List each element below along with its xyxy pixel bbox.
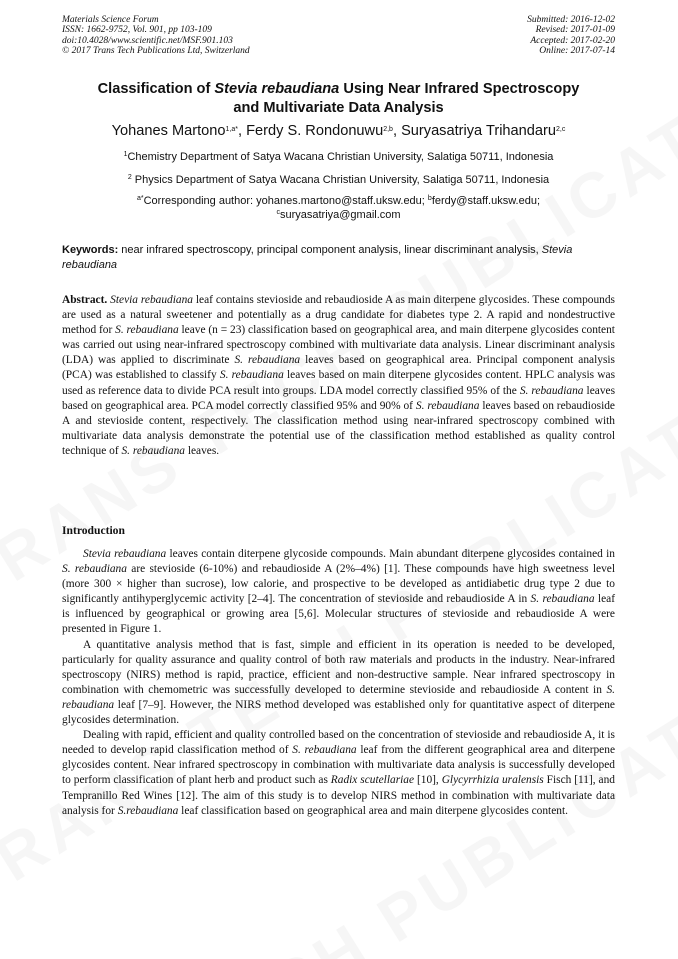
- species-italic: Radix scutellariae: [330, 774, 415, 787]
- section-heading-introduction: Introduction: [62, 524, 125, 537]
- corr-sup: a*: [136, 195, 144, 202]
- intro-text: [10],: [414, 774, 442, 787]
- submitted-date: Submitted: 2016-12-02: [527, 15, 615, 25]
- author-sep: ,: [392, 123, 402, 139]
- abstract-label: Abstract.: [62, 294, 108, 306]
- species-italic: S. rebaudiana: [219, 369, 284, 382]
- header-left: [62, 15, 250, 57]
- species-italic: S.rebaudiana: [117, 804, 179, 817]
- keywords-label: Keywords:: [62, 244, 119, 256]
- affiliation-1: [62, 150, 615, 164]
- email-b[interactable]: ferdy@staff.uksw.edu;: [431, 195, 541, 207]
- corresponding-author: [62, 194, 615, 222]
- email-c[interactable]: suryasatriya@gmail.com: [279, 209, 401, 221]
- intro-text: leaf from the different geographical area and diterpene glycosides content. Near infrared spectroscopy in combination with multivariate data analysis is successfully developed to perform classification of plant herb and product such as: [62, 744, 615, 787]
- intro-text: Dealing with rapid, efficient and quality controlled based on the concentration of stevioside and rebaudioside A, it is needed to develop rapid classification method of: [62, 729, 615, 757]
- affiliation-2: [62, 173, 615, 187]
- intro-paragraph-3: [62, 728, 615, 819]
- species-italic: S. rebaudiana: [62, 563, 127, 576]
- intro-text: leaf classification based on geographical area and main diterpene glycosides content.: [178, 804, 568, 817]
- author-sup: 2,c: [556, 126, 566, 133]
- intro-text: A quantitative analysis method that is fast, simple and efficient in its operation is needed to be developed, particularly for quality assurance and quality control of both raw materials and products in the industry. Near-infrared spectroscopy (NIRS) method is rapid, practice, efficient and non-destructive sample. Near infrared spectroscopy in combination with chemometric was successfully developed to determine stevioside and rebaudioside A content in: [62, 638, 615, 696]
- corr-text[interactable]: Corresponding author: yohanes.martono@staff.uksw.edu;: [143, 195, 428, 207]
- abstract-text: leaf contains stevioside and rebaudioside A as main diterpene glycosides. These compounds are used as a natural sweetener and potentially as a drug candidate for diabetes type 2. A rapid and nondestructive method for: [62, 294, 615, 337]
- email-c-sup: c: [276, 209, 280, 216]
- species-italic: S. rebaudiana: [530, 593, 595, 606]
- keywords-italic: Stevia rebaudiana: [62, 244, 573, 271]
- title-prefix: Classification of: [97, 81, 215, 97]
- author-name: Suryasatriya Trihandaru: [401, 123, 556, 139]
- species-italic: S. rebaudiana: [415, 399, 480, 412]
- species-italic: S. rebaudiana: [121, 444, 185, 457]
- paper-title: [62, 80, 615, 118]
- intro-text: are stevioside (6-10%) and rebaudioside A (2%–4%) [1]. These compounds have high sweetness level (more 300 × higher than sucrose), low calorie, and prospective to be developed as antidiabetic drug type 2 due to significantly antihyperglycemic activity [2–4]. The concentration of stevioside and rebaudioside A in: [62, 563, 615, 606]
- species-italic: S. rebaudiana: [234, 354, 301, 367]
- species-italic: Stevia rebaudiana: [110, 294, 193, 306]
- title-species: Stevia rebaudiana: [214, 81, 340, 97]
- species-italic: S. rebaudiana: [519, 384, 584, 397]
- intro-text: Fisch [11], and Tempranillo Red Wines [12]. The aim of this study is to develop NIRS method in combination with multivariate data analysis for: [62, 774, 615, 817]
- keywords: [62, 243, 615, 273]
- affiliation-text: Physics Department of Satya Wacana Christian University, Salatiga 50711, Indonesia: [131, 174, 550, 186]
- online-date: Online: 2017-07-14: [539, 46, 615, 57]
- abstract-text: leaves based on geographical area. Principal component analysis (PCA) was established to classify: [62, 354, 615, 382]
- copyright-line: © 2017 Trans Tech Publications Ltd, Switzerland: [62, 46, 250, 57]
- email-b-sup: b: [427, 195, 432, 202]
- introduction-body: [62, 547, 615, 819]
- intro-paragraph-2: [62, 638, 615, 729]
- author-sup: 2,b: [383, 126, 393, 133]
- abstract: [62, 293, 615, 459]
- author-list: [62, 122, 615, 140]
- intro-paragraph-1: [62, 547, 615, 638]
- header-right: [527, 15, 615, 57]
- author-name: Ferdy S. Rondonuwu: [246, 123, 384, 139]
- abstract-text: leaves based on rebaudioside A and stevioside content, respectively. The classification method using near-infrared spectroscopy combined with multivariate data analysis demonstrate the potential use of the classification method established as quality control technique of: [62, 399, 615, 457]
- title-line-2: and Multivariate Data Analysis: [233, 100, 444, 116]
- species-italic: S. rebaudiana: [292, 744, 357, 757]
- abstract-text: leave (n = 23) classification based on geographical area, and main diterpene glycosides content was carried out using near-infrared spectroscopy combined with multivariate data analysis. Linear discriminant analysis (LDA) was applied to discriminate: [62, 324, 615, 367]
- affiliation-text: Chemistry Department of Satya Wacana Christian University, Salatiga 50711, Indonesia: [127, 151, 554, 163]
- author-sup: 1,a*: [225, 126, 238, 133]
- author-name: Yohanes Martono: [111, 123, 226, 139]
- species-italic: S. rebaudiana: [62, 683, 615, 711]
- intro-text: leaves contain diterpene glycoside compounds. Main abundant diterpene glycosides contained in: [166, 548, 615, 560]
- title-suffix: Using Near Infrared Spectroscopy: [339, 81, 580, 97]
- affiliation-sup: 2: [127, 174, 132, 181]
- abstract-text: leaves based on main diterpene glycosides content. HPLC analysis was used as reference data to divide PCA result into groups. LDA model correctly classified 95% of the: [62, 369, 615, 397]
- issn-line: ISSN: 1662-9752, Vol. 901, pp 103-109: [62, 25, 212, 36]
- intro-text: leaf [7–9]. However, the NIRS method developed was established only for quantitative aspect of diterpene glycosides determination.: [62, 698, 615, 727]
- species-italic: Stevia rebaudiana: [83, 548, 167, 560]
- species-italic: S. rebaudiana: [115, 324, 179, 337]
- doi-line[interactable]: doi:10.4028/www.scientific.net/MSF.901.103: [62, 35, 233, 46]
- author-sep: ,: [238, 123, 247, 139]
- species-italic: Glycyrrhizia uralensis: [441, 774, 544, 787]
- title-line-1: [62, 80, 615, 99]
- abstract-text: leaves based on geographical area. PCA model correctly classified 95% and 90% of: [62, 384, 615, 412]
- accepted-date: Accepted: 2017-02-20: [530, 35, 615, 46]
- intro-text: leaf is influenced by geographical or growing area [5,6]. Molecular structures of stevioside and rebaudioside A were presented in Figure 1.: [62, 593, 615, 636]
- revised-date: Revised: 2017-01-09: [535, 25, 615, 36]
- journal-name: Materials Science Forum: [62, 15, 159, 25]
- keywords-text: near infrared spectroscopy, principal component analysis, linear discriminant analysis,: [118, 244, 542, 256]
- affiliation-sup: 1: [123, 151, 128, 158]
- abstract-text: leaves.: [184, 444, 220, 457]
